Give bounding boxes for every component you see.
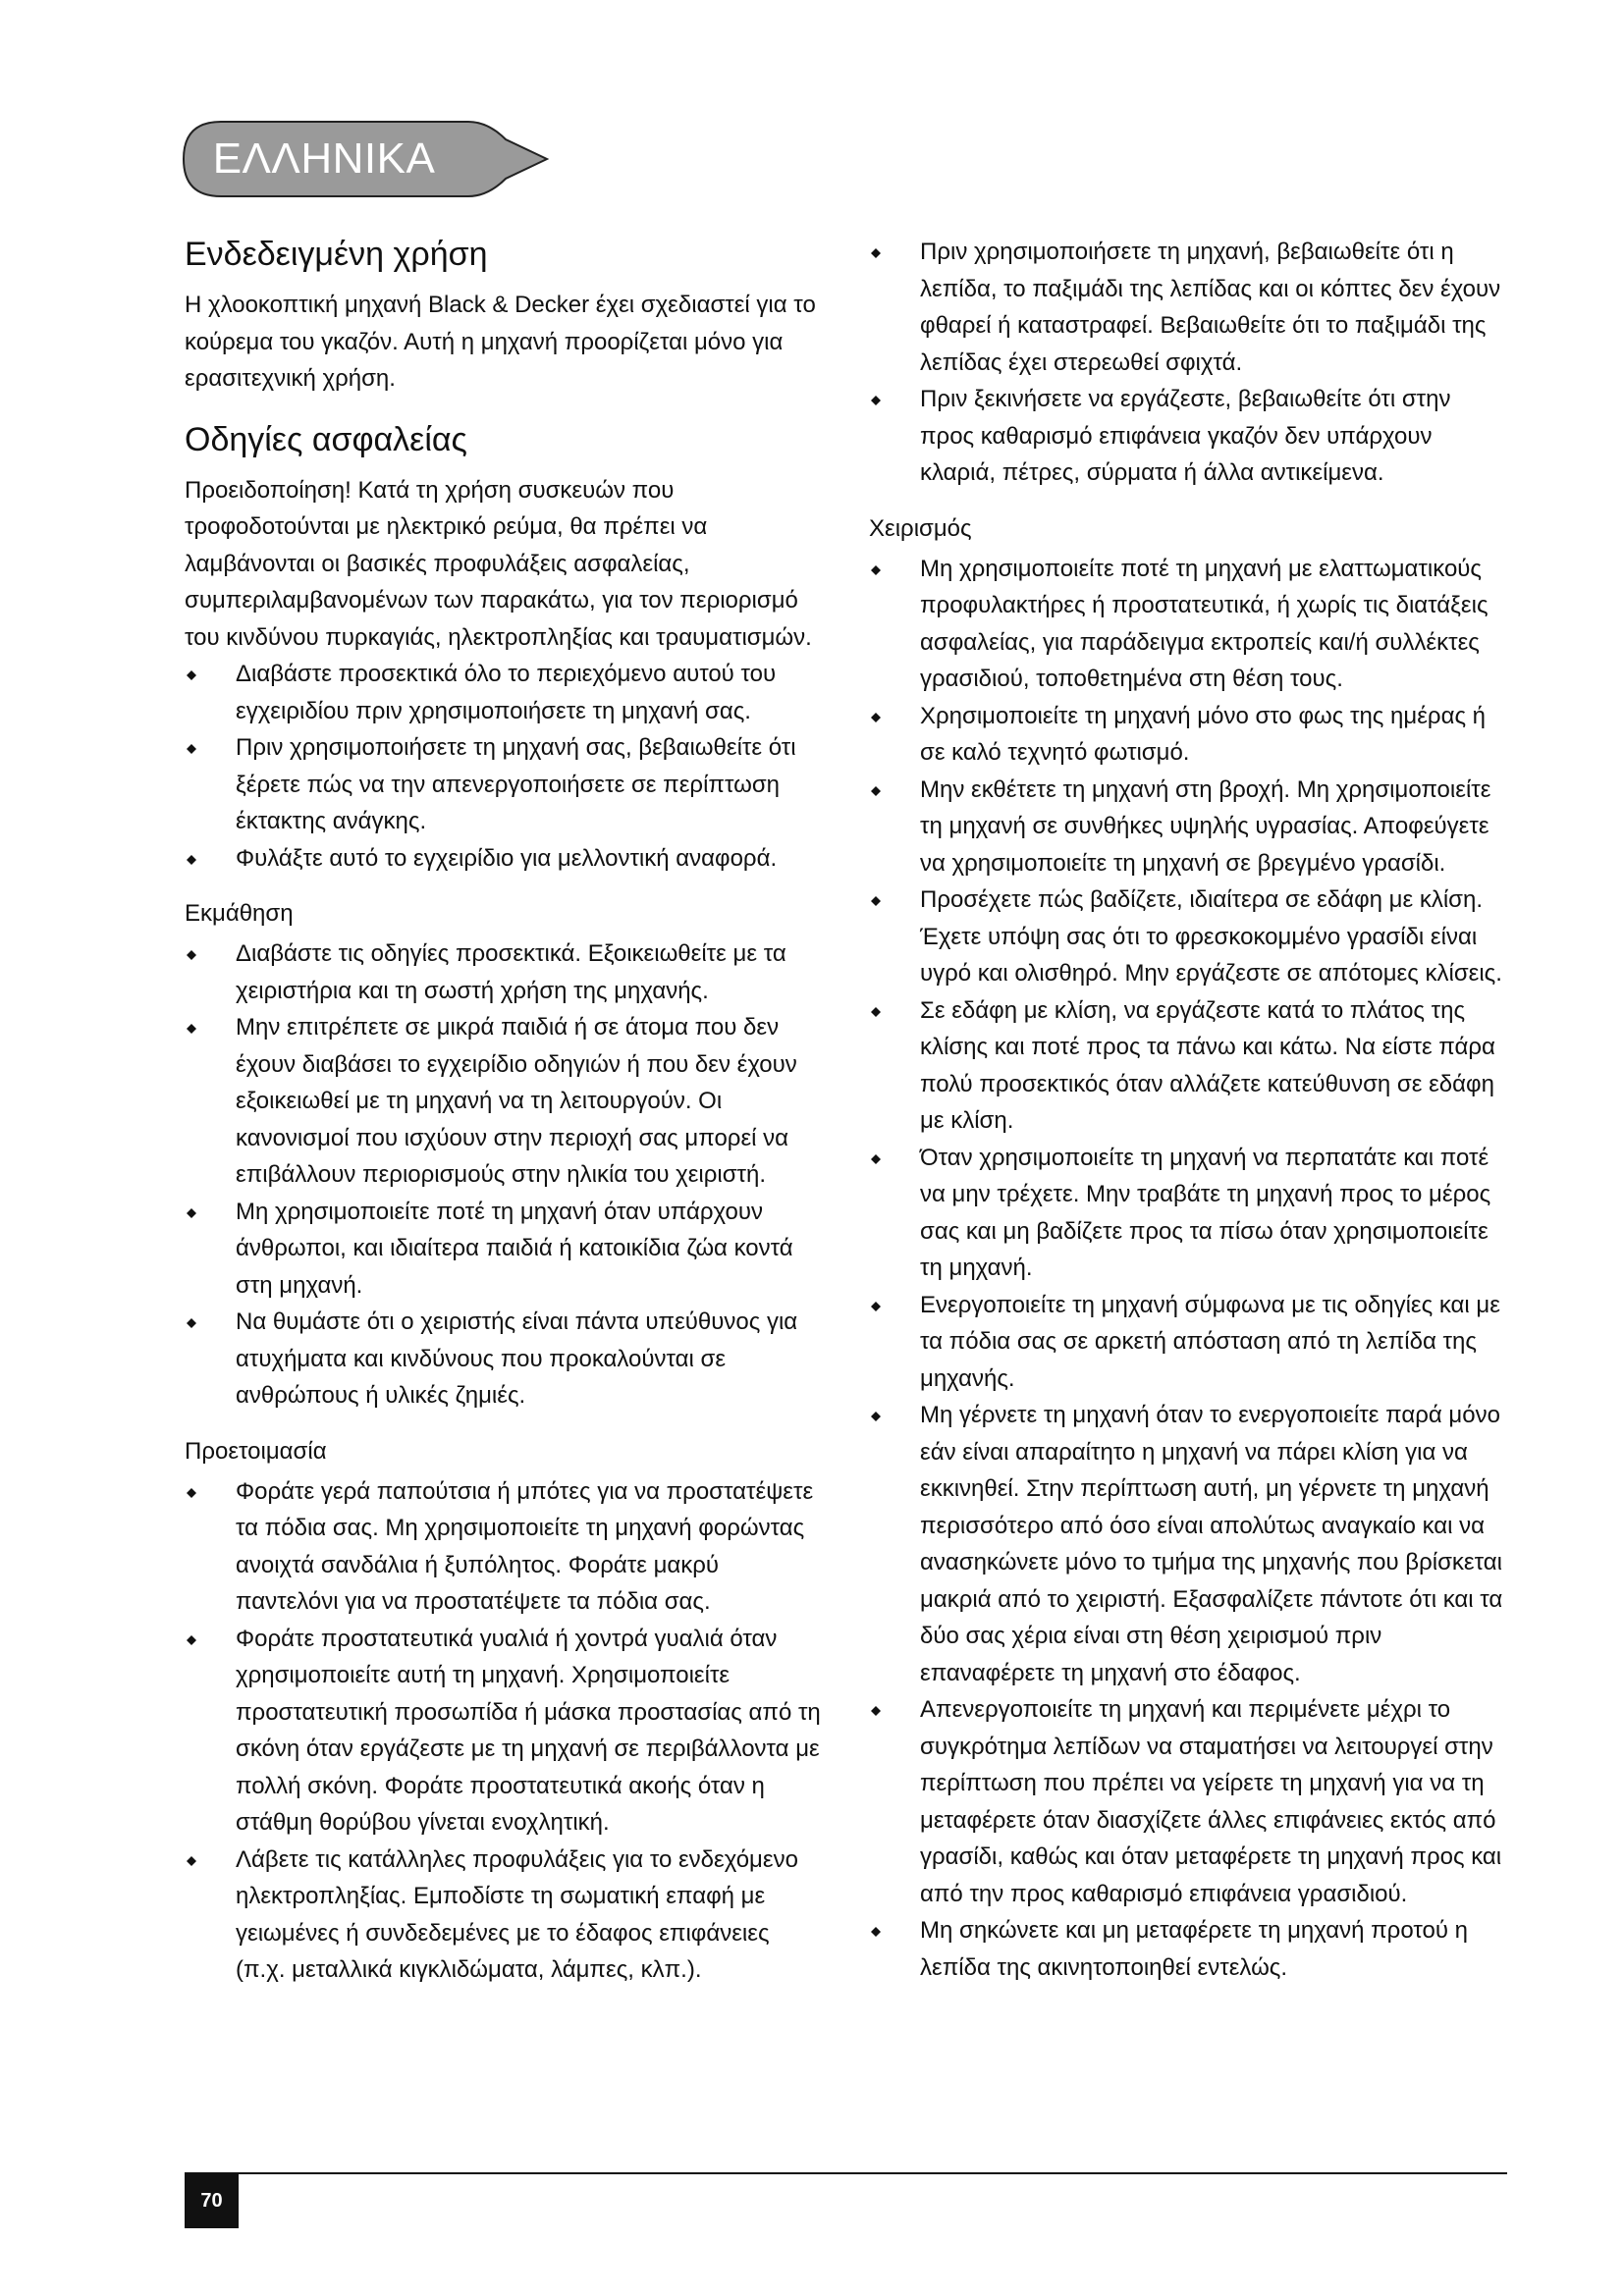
preparation-list-continued [869,234,1507,492]
bullet-icon [187,744,196,754]
bullet-icon [871,1154,881,1164]
bullet-icon [187,1024,196,1034]
list-item: Απενεργοποιείτε τη μηχανή και περιμένετε μέχρι το συγκρότημα λεπίδων να σταματήσει να λειτουργεί στην περίπτωση που πρέπει να γείρετε τη μηχανή για να τη μεταφέρετε όταν διασχίζετε άλλες επιφάνειες εκτός από γρασίδι, καθώς και όταν μεταφέρετε τη μηχανή προς και από την προς καθαρισμό επιφάνεια γρασιδιού. [869,1691,1507,1912]
bullet-icon [871,1302,881,1311]
preparation-list [185,1473,823,1989]
bullet-icon [871,1706,881,1716]
bullet-icon [187,1635,196,1645]
learning-list [185,935,823,1415]
bullet-icon [187,1856,196,1866]
list-item: Φυλάξτε αυτό το εγχειρίδιο για μελλοντική αναφορά. [185,840,823,878]
list-item: Φοράτε γερά παπούτσια ή μπότες για να προστατέψετε τα πόδια σας. Μη χρησιμοποιείτε τη μηχανή φορώντας ανοιχτά σανδάλια ή ξυπόλητος. Φοράτε μακρύ παντελόνι για να προστατέψετε τα πόδια σας. [185,1473,823,1621]
bullet-icon [871,786,881,796]
list-item: Χρησιμοποιείτε τη μηχανή μόνο στο φως της ημέρας ή σε καλό τεχνητό φωτισμό. [869,698,1507,772]
preparation-heading: Προετοιμασία [185,1437,327,1465]
safety-list [185,656,823,877]
list-item: Πριν χρησιμοποιήσετε τη μηχανή, βεβαιωθείτε ότι η λεπίδα, το παξιμάδι της λεπίδας και οι κόπτες δεν έχουν φθαρεί ή καταστραφεί. Βεβαιωθείτε ότι το παξιμάδι της λεπίδας έχει στερεωθεί σφιχτά. [869,234,1507,381]
list-item: Μη γέρνετε τη μηχανή όταν το ενεργοποιείτε παρά μόνο εάν είναι απαραίτητο η μηχανή να πάρει κλίση για να εκκινηθεί. Στην περίπτωση αυτή, μη γέρνετε τη μηχανή περισσότερο από όσο είναι απολύτως αναγκαίο και να ανασηκώνετε μόνο το τμήμα της μηχανής που βρίσκεται μακριά από το χειριστή. Εξασφαλίζετε πάντοτε ότι και τα δύο σας χέρια είναι στη θέση χειρισμού πριν επαναφέρετε τη μηχανή στο έδαφος. [869,1397,1507,1691]
left-column [185,234,823,1989]
footer-rule [185,2172,1507,2174]
bullet-icon [871,248,881,258]
bullet-icon [187,670,196,680]
bullet-icon [187,855,196,865]
list-item: Να θυμάστε ότι ο χειριστής είναι πάντα υπεύθυνος για ατυχήματα και κινδύνους που προκαλούνται σε ανθρώπους ή υλικές ζημιές. [185,1304,823,1415]
operation-heading: Χειρισμός [869,514,972,542]
warning-text: Κατά τη χρήση συσκευών που τροφοδοτούνται με ηλεκτρικό ρεύμα, θα πρέπει να λαμβάνονται οι βασικές προφυλάξεις ασφαλείας, συμπεριλαμβανομένων των παρακάτω, για τον περιορισμό του κινδύνου πυρκαγιάς, ηλεκτροπληξίας και τραυματισμών. [185,476,812,651]
language-tab [182,120,555,198]
list-item: Προσέχετε πώς βαδίζετε, ιδιαίτερα σε εδάφη με κλίση. Έχετε υπόψη σας ότι το φρεσκοκομμένο γρασίδι είναι υγρό και ολισθηρό. Μην εργάζεστε σε απότομες κλίσεις. [869,881,1507,992]
bullet-icon [187,950,196,960]
learning-heading: Εκμάθηση [185,900,294,927]
list-item: Διαβάστε τις οδηγίες προσεκτικά. Εξοικειωθείτε με τα χειριστήρια και τη σωστή χρήση της μηχανής. [185,935,823,1009]
list-item: Πριν χρησιμοποιήσετε τη μηχανή σας, βεβαιωθείτε ότι ξέρετε πώς να την απενεργοποιήσετε σε περίπτωση έκτακτης ανάγκης. [185,729,823,840]
safety-heading: Οδηγίες ασφαλείας [185,420,467,458]
list-item: Μην εκθέτετε τη μηχανή στη βροχή. Μη χρησιμοποιείτε τη μηχανή σε συνθήκες υψηλής υγρασίας. Αποφεύγετε να χρησιμοποιείτε τη μηχανή σε βρεγμένο γρασίδι. [869,772,1507,882]
warning-lead: Προειδοποίηση! [185,476,352,504]
operation-list [869,551,1507,1987]
bullet-icon [871,396,881,405]
list-item: Μη χρησιμοποιείτε ποτέ τη μηχανή όταν υπάρχουν άνθρωποι, και ιδιαίτερα παιδιά ή κατοικίδια ζώα κοντά στη μηχανή. [185,1194,823,1305]
list-item: Διαβάστε προσεκτικά όλο το περιεχόμενο αυτού του εγχειριδίου πριν χρησιμοποιήσετε τη μηχανή σας. [185,656,823,729]
list-item: Λάβετε τις κατάλληλες προφυλάξεις για το ενδεχόμενο ηλεκτροπληξίας. Εμποδίστε τη σωματική επαφή με γειωμένες ή συνδεδεμένες με το έδαφος επιφάνειες (π.χ. μεταλλικά κιγκλιδώματα, λάμπες, κλπ.). [185,1842,823,1989]
list-item: Πριν ξεκινήσετε να εργάζεστε, βεβαιωθείτε ότι στην προς καθαρισμό επιφάνεια γκαζόν δεν υπάρχουν κλαριά, πέτρες, σύρματα ή άλλα αντικείμενα. [869,381,1507,492]
list-item: Μη σηκώνετε και μη μεταφέρετε τη μηχανή προτού η λεπίδα της ακινητοποιηθεί εντελώς. [869,1912,1507,1986]
list-item: Μην επιτρέπετε σε μικρά παιδιά ή σε άτομα που δεν έχουν διαβάσει το εγχειρίδιο οδηγιών ή που δεν έχουν εξοικειωθεί με τη μηχανή να τη λειτουργούν. Οι κανονισμοί που ισχύουν στην περιοχή σας μπορεί να επιβάλλουν περιορισμούς στην ηλικία του χειριστή. [185,1009,823,1194]
right-column [869,234,1507,1986]
intended-use-heading: Ενδεδειγμένη χρήση [185,236,488,273]
bullet-icon [871,713,881,722]
bullet-icon [187,1488,196,1498]
language-label: ΕΛΛΗΝΙΚΑ [212,134,436,183]
list-item: Ενεργοποιείτε τη μηχανή σύμφωνα με τις οδηγίες και με τα πόδια σας σε αρκετή απόσταση από τη λεπίδα της μηχανής. [869,1287,1507,1398]
list-item: Φοράτε προστατευτικά γυαλιά ή χοντρά γυαλιά όταν χρησιμοποιείτε αυτή τη μηχανή. Χρησιμοποιείτε προστατευτική προσωπίδα ή μάσκα προστασίας από τη σκόνη όταν εργάζεστε με τη μηχανή σε περιβάλλοντα με πολλή σκόνη. Φοράτε προστατευτικά ακοής όταν η στάθμη θορύβου γίνεται ενοχλητική. [185,1621,823,1842]
bullet-icon [871,565,881,575]
bullet-icon [871,1007,881,1017]
list-item: Σε εδάφη με κλίση, να εργάζεστε κατά το πλάτος της κλίσης και ποτέ προς τα πάνω και κάτω. Να είστε πάρα πολύ προσεκτικός όταν αλλάζετε κατεύθυνση σε εδάφη με κλίση. [869,992,1507,1140]
bullet-icon [871,1927,881,1937]
bullet-icon [871,1412,881,1421]
list-item: Μη χρησιμοποιείτε ποτέ τη μηχανή με ελαττωματικούς προφυλακτήρες ή προστατευτικά, ή χωρίς τις διατάξεις ασφαλείας, για παράδειγμα εκτροπείς και/ή συλλέκτες γρασιδιού, τοποθετημένα στη θέση τους. [869,551,1507,698]
bullet-icon [871,896,881,906]
list-item: Όταν χρησιμοποιείτε τη μηχανή να περπατάτε και ποτέ να μην τρέχετε. Μην τραβάτε τη μηχανή προς το μέρος σας και μη βαδίζετε προς τα πίσω όταν χρησιμοποιείτε τη μηχανή. [869,1140,1507,1287]
bullet-icon [187,1318,196,1328]
safety-warning [185,472,823,657]
bullet-icon [187,1208,196,1218]
page-number: 70 [185,2174,239,2228]
intended-use-text: Η χλοοκοπτική μηχανή Black & Decker έχει σχεδιαστεί για το κούρεμα του γκαζόν. Αυτή η μηχανή προορίζεται μόνο για ερασιτεχνική χρήση. [185,292,816,392]
